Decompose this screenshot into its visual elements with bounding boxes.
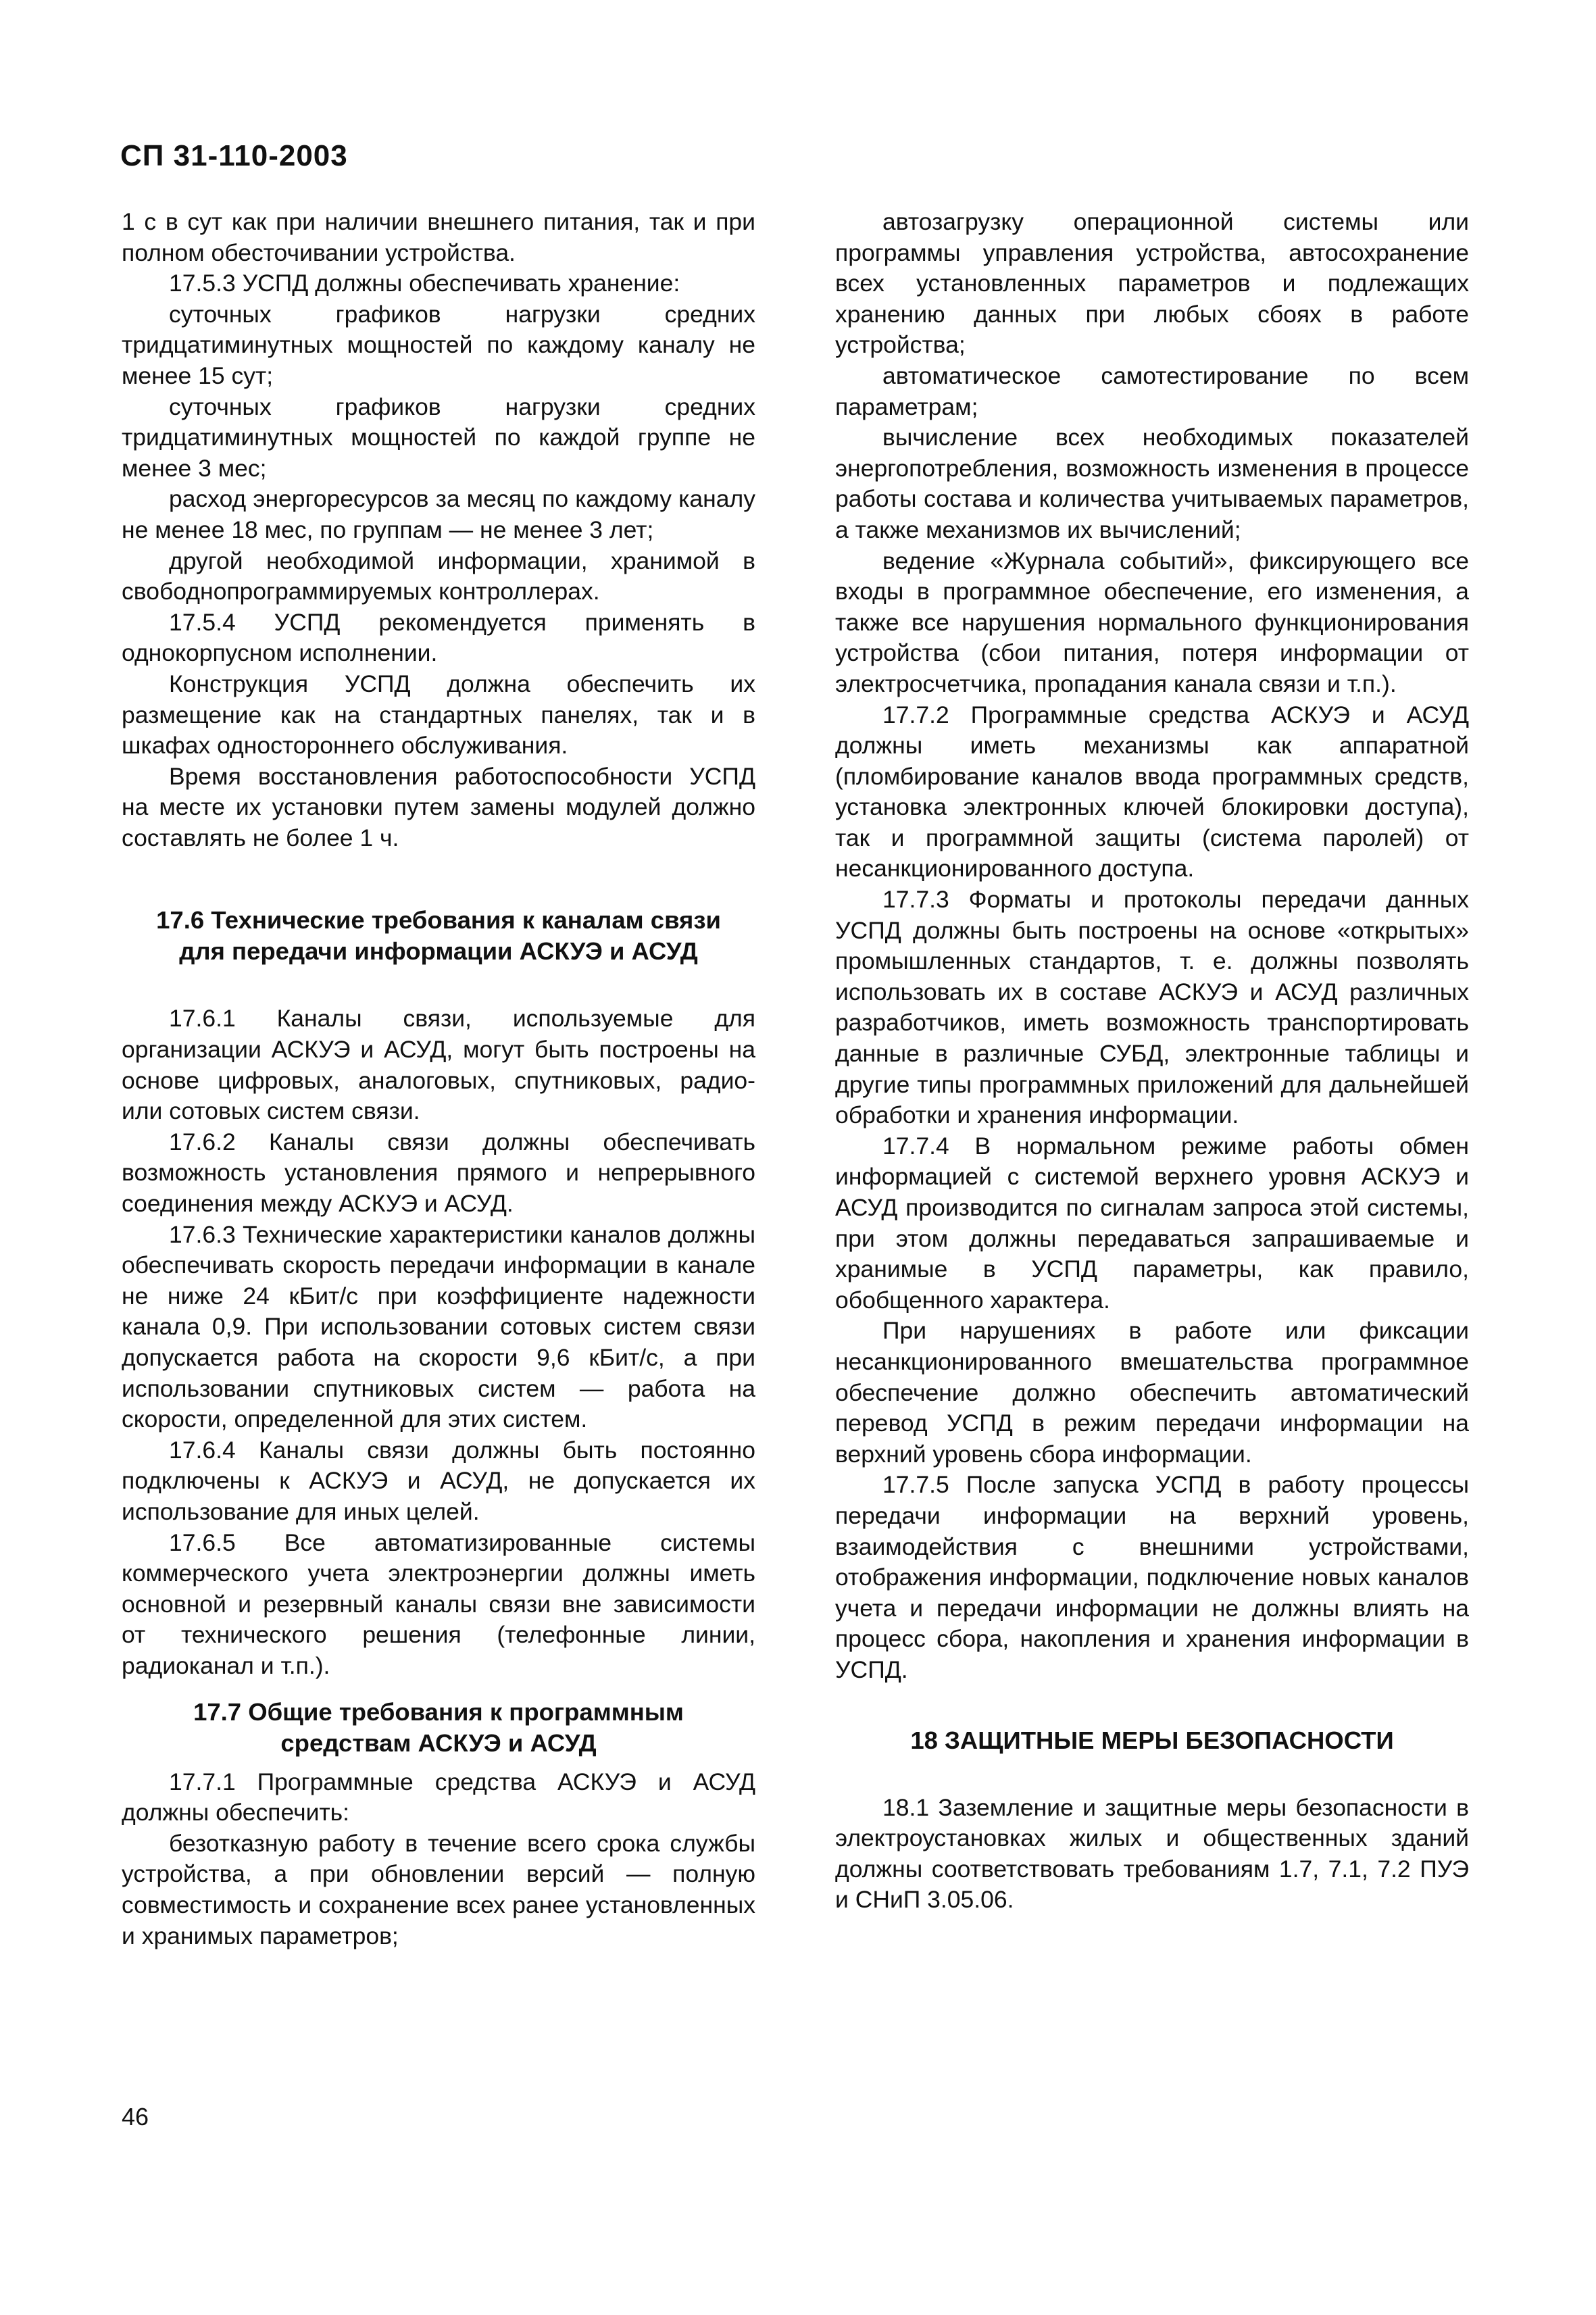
paragraph: 17.5.3 УСПД должны обеспечивать хранение: (169, 270, 680, 297)
paragraph: 17.6.2 Каналы связи должны обеспечивать возможность установления прямого и непрерывного соединения между АСКУЭ и АСУД. (122, 1128, 755, 1218)
paragraph: ведение «Журнала событий», фиксирующего все входы в программное обеспечение, его изменения, а также все нарушения нормального функционирования устройства (сбои питания, потеря информации от электросчетчика, пропадания канала связи и т.п.). (835, 547, 1469, 697)
paragraph: 17.6.4 Каналы связи должны быть постоянно подключены к АСКУЭ и АСУД, не допускается их использование для иных целей. (122, 1436, 755, 1525)
paragraph: 17.6.5 Все автоматизированные системы коммерческого учета электроэнергии должны иметь основной и резервный каналы связи вне зависимости от технического решения (телефонные линии, радиоканал и т.п.). (122, 1528, 755, 1679)
paragraph: вычисление всех необходимых показателей энергопотребления, возможность изменения в процессе работы состава и количества учитываемых параметров, а также механизмов их вычислений; (835, 424, 1469, 543)
left-column (122, 207, 755, 1951)
paragraph: автозагрузку операционной системы или программы управления устройства, автосохранение всех установленных параметров и подлежащих хранению данных при любых сбоях в работе устройства; (835, 208, 1469, 359)
paragraph: 1 с в сут как при наличии внешнего питания, так и при полном обесточивании устройства. (122, 208, 755, 266)
page-number: 46 (122, 2103, 149, 2131)
right-column (835, 207, 1469, 1916)
paragraph: При нарушениях в работе или фиксации несанкционированного вмешательства программное обеспечение должно обеспечить автоматический перевод УСПД в режим передачи информации на верхний уровень сбора информации. (835, 1317, 1469, 1468)
paragraph: 17.7.3 Форматы и протоколы передачи данных УСПД должны быть построены на основе «открытых» промышленных стандартов, т. е. должны позволять использовать их в составе АСКУЭ и АСУД различных разработчиков, иметь возможность транспортировать данные в различные СУБД, электронные таблицы и другие типы программных приложений для дальнейшей обработки и хранения информации. (835, 886, 1469, 1129)
paragraph: расход энергоресурсов за месяц по каждому каналу не менее 18 мес, по группам — не менее 3 лет; (122, 485, 755, 543)
section-heading-17-7: 17.7 Общие требования к программным средствам АСКУЭ и АСУД (193, 1697, 684, 1757)
paragraph: 17.7.4 В нормальном режиме работы обмен информацией с системой верхнего уровня АСКУЭ и АСУД производится по сигналам запроса этой системы, при этом должны передаваться запрашиваемые и хранимые в УСПД параметры, как правило, обобщенного характера. (835, 1132, 1469, 1314)
paragraph: Время восстановления работоспособности УСПД на месте их установки путем замены модулей должно составлять не более 1 ч. (122, 762, 755, 851)
paragraph: автоматическое самотестирование по всем параметрам; (835, 362, 1469, 420)
paragraph: 18.1 Заземление и защитные меры безопасности в электроустановках жилых и общественных зданий должны соответствовать требованиям 1.7, 7.1, 7.2 ПУЭ и СНиП 3.05.06. (835, 1793, 1469, 1914)
document-code: СП 31-110-2003 (120, 139, 348, 172)
paragraph: 17.5.4 УСПД рекомендуется применять в однокорпусном исполнении. (122, 608, 755, 667)
paragraph: 17.7.1 Программные средства АСКУЭ и АСУД должны обеспечить: (122, 1768, 755, 1826)
section-heading-17-6: 17.6 Технические требования к каналам связи для передачи информации АСКУЭ и АСУД (156, 906, 721, 966)
paragraph: 17.6.1 Каналы связи, используемые для организации АСКУЭ и АСУД, могут быть построены на основе цифровых, аналоговых, спутниковых, радио- или сотовых систем связи. (122, 1005, 755, 1125)
paragraph: суточных графиков нагрузки средних тридцатиминутных мощностей по каждой группе не менее 3 мес; (122, 393, 755, 482)
section-heading-18: 18 ЗАЩИТНЫЕ МЕРЫ БЕЗОПАСНОСТИ (910, 1726, 1394, 1754)
paragraph: суточных графиков нагрузки средних тридцатиминутных мощностей по каждому каналу не менее 15 сут; (122, 300, 755, 389)
paragraph: другой необходимой информации, хранимой в свободнопрограммируемых контроллерах. (122, 547, 755, 605)
paragraph: 17.7.2 Программные средства АСКУЭ и АСУД должны иметь механизмы как аппаратной (пломбирование каналов ввода программных средств, установка электронных ключей блокировки доступа), так и программной защиты (система паролей) от несанкционированного доступа. (835, 701, 1469, 882)
paragraph: 17.7.5 После запуска УСПД в работу процессы передачи информации на верхний уровень, взаимодействия с внешними устройствами, отображения информации, подключение новых каналов учета и передачи информации не должны влиять на процесс сбора, накопления и хранения информации в УСПД. (835, 1471, 1469, 1683)
paragraph: Конструкция УСПД должна обеспечить их размещение как на стандартных панелях, так и в шкафах одностороннего обслуживания. (122, 670, 755, 760)
paragraph: безотказную работу в течение всего срока службы устройства, а при обновлении версий — полную совместимость и сохранение всех ранее установленных и хранимых параметров; (122, 1829, 755, 1949)
paragraph: 17.6.3 Технические характеристики каналов должны обеспечивать скорость передачи информации в канале не ниже 24 кБит/с при коэффициенте надежности канала 0,9. При использовании сотовых систем связи допускается работа на скорости 9,6 кБит/с, а при использовании спутниковых систем — работа на скорости, определенной для этих систем. (122, 1220, 755, 1433)
